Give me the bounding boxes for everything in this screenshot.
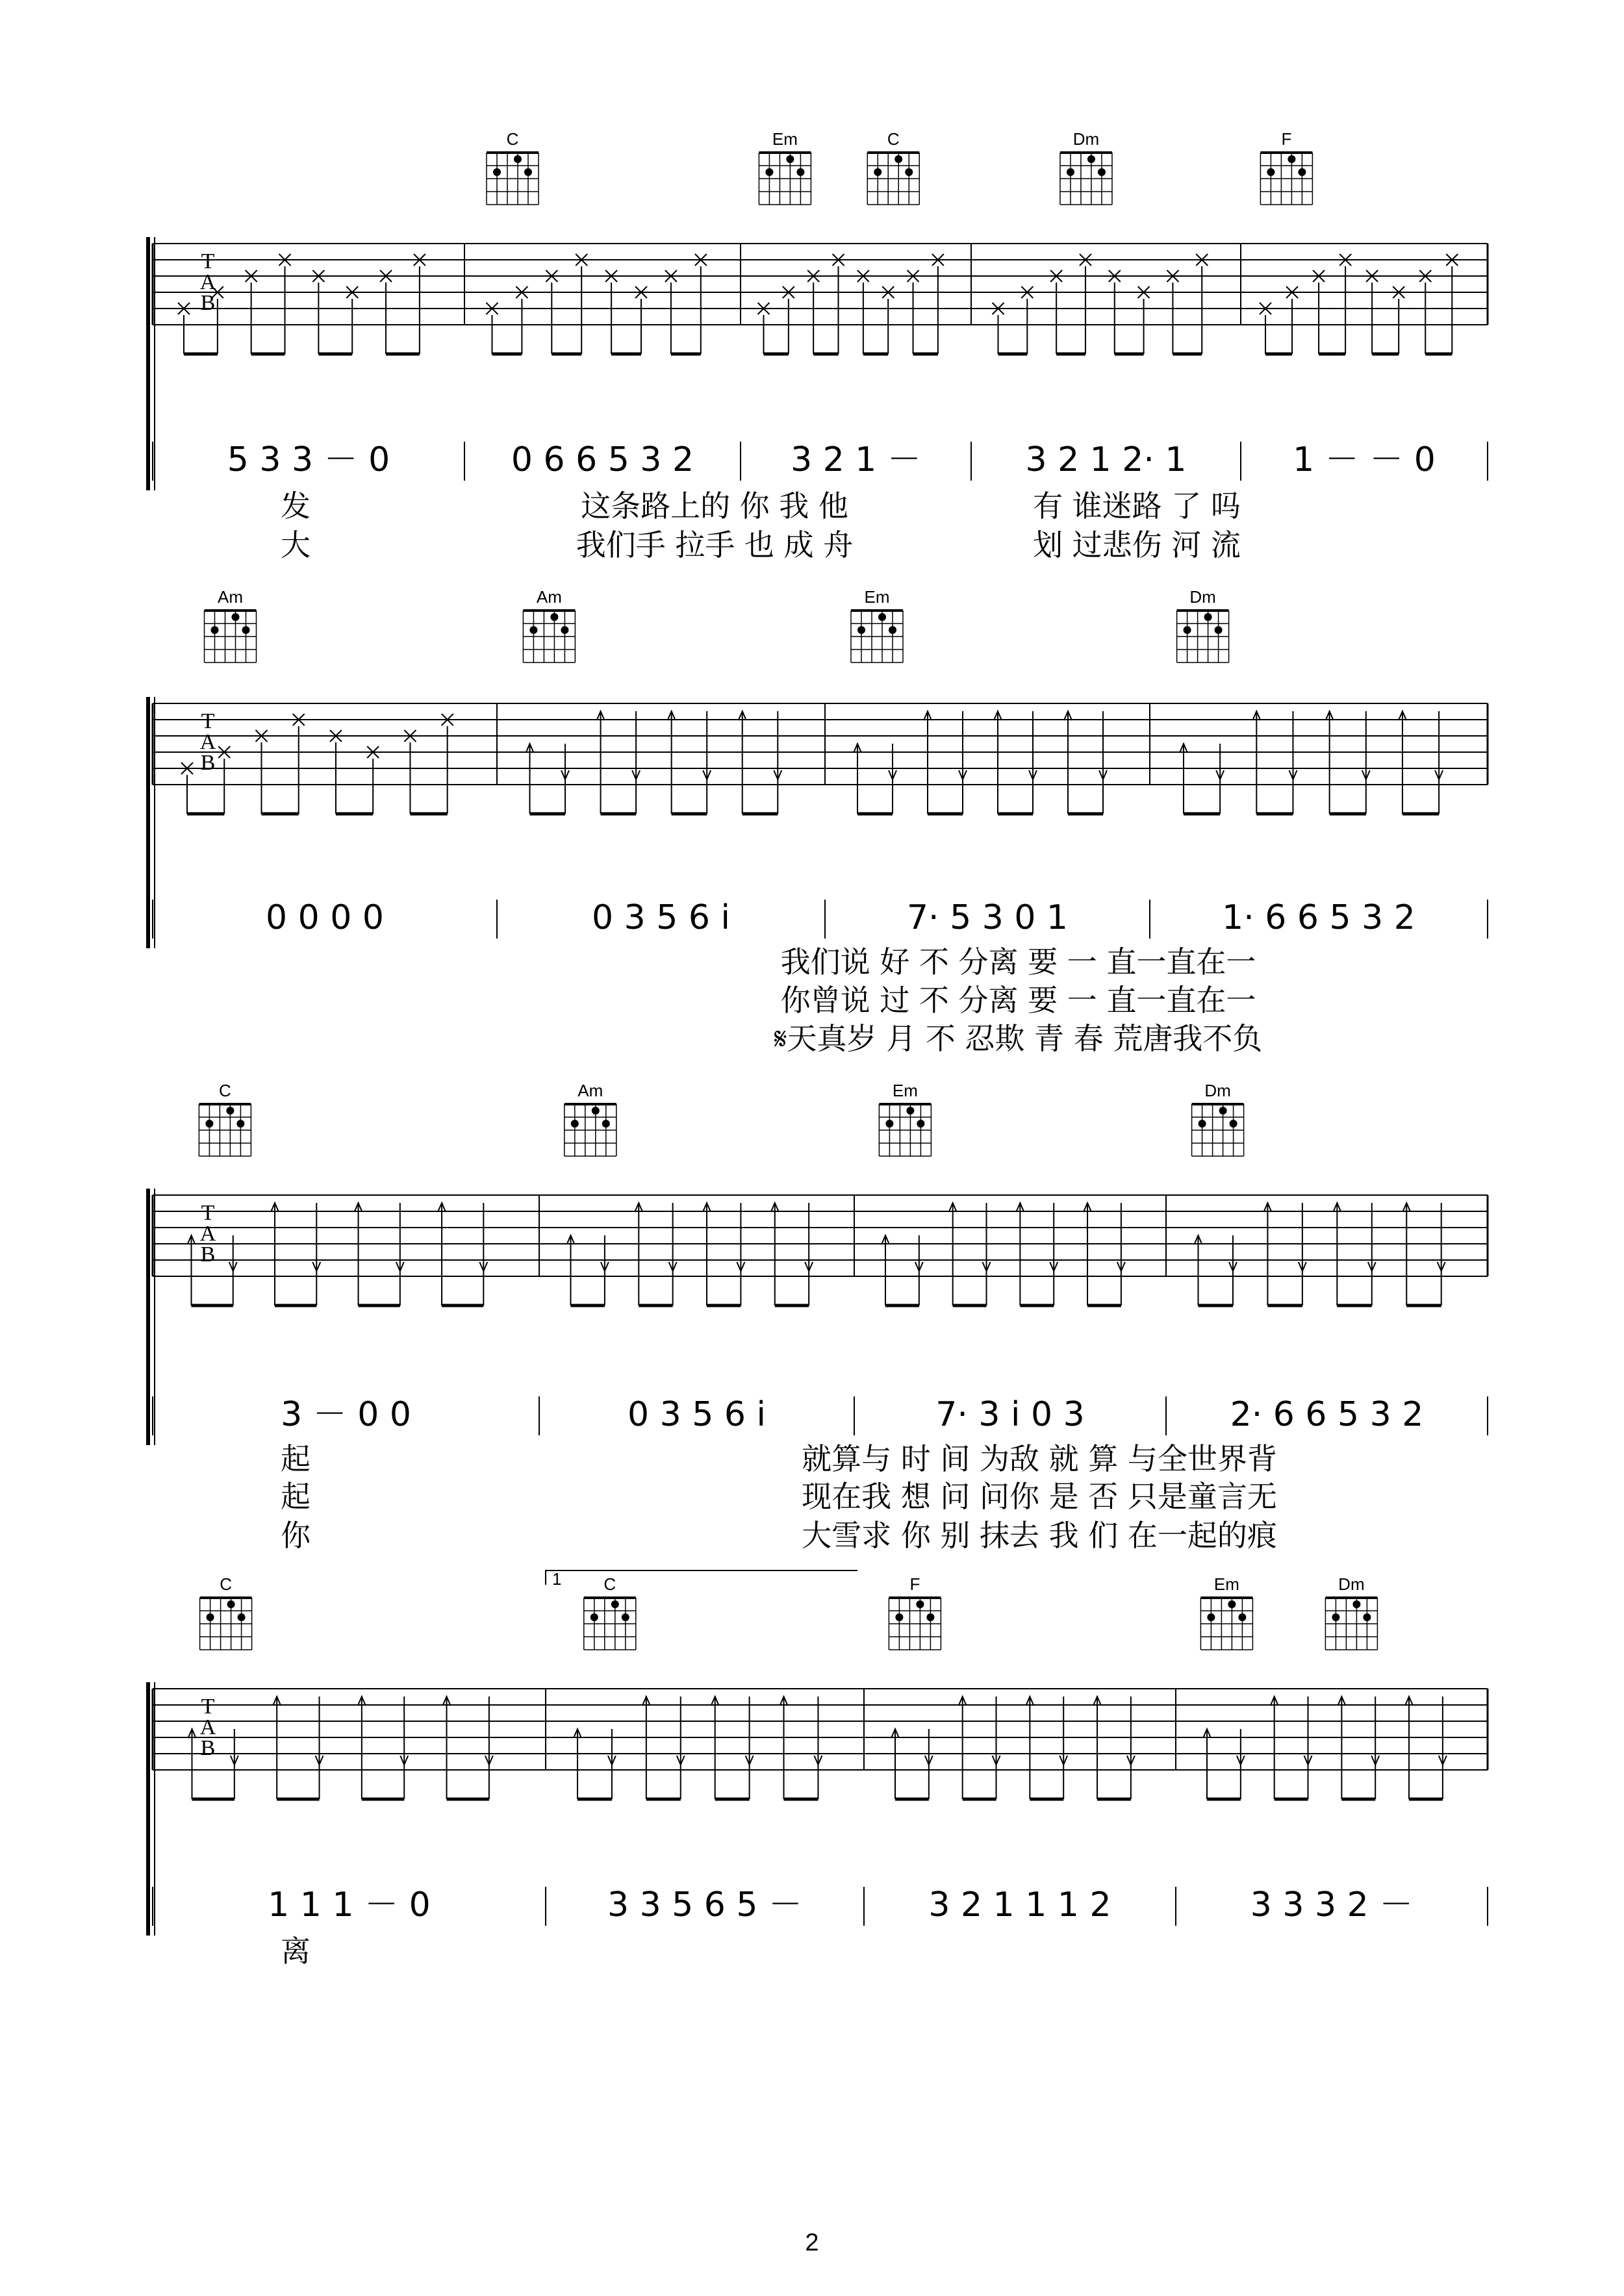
jianpu-measure: 5 3 3 － 0 [227, 440, 390, 479]
chord-finger-dot [1230, 1120, 1237, 1128]
lyric-text: 有 谁迷路 了 吗 [1033, 488, 1241, 524]
lyric-text: 你 [281, 1518, 311, 1553]
lyric-text: 就算与 时 间 为敌 就 算 与全世界背 [802, 1441, 1277, 1476]
chord-finger-dot [1215, 626, 1223, 634]
chord-diagram-em [759, 129, 811, 205]
chord-diagram-em [1200, 1574, 1252, 1650]
chord-finger-dot [1098, 168, 1106, 176]
jianpu-measure: 3 2 1 － [791, 440, 921, 479]
chord-finger-dot [622, 1613, 629, 1621]
chord-diagram-dm [1177, 587, 1229, 662]
chord-finger-dot [205, 1120, 213, 1128]
tab-letter-b: B [200, 1243, 216, 1267]
chord-finger-dot [895, 1613, 903, 1621]
chord-finger-dot [227, 1600, 235, 1608]
lyric-text: 这条路上的 你 我 他 [581, 488, 848, 524]
lyric-text: 你曾说 过 不 分离 要 一 直一直在一 [780, 983, 1256, 1018]
tab-letter-b: B [200, 291, 216, 315]
chord-finger-dot [550, 613, 558, 621]
lyric-text: 我们说 好 不 分离 要 一 直一直在一 [780, 944, 1256, 979]
chord-name: Am [218, 587, 243, 607]
tab-letter-a: A [199, 1715, 216, 1739]
chord-finger-dot [874, 168, 882, 176]
chord-finger-dot [786, 155, 794, 163]
lyric-text: 发 [281, 488, 311, 524]
chord-finger-dot [236, 1120, 244, 1128]
chord-finger-dot [1238, 1613, 1246, 1621]
chord-finger-dot [529, 626, 537, 634]
chord-finger-dot [917, 1120, 924, 1128]
chord-name: F [909, 1574, 920, 1594]
chord-finger-dot [796, 168, 804, 176]
jianpu-measure: 0 6 6 5 3 2 [511, 440, 694, 479]
system-3 [148, 1081, 1488, 1553]
volta-bracket [546, 1571, 857, 1585]
chord-finger-dot [878, 613, 886, 621]
chord-name: C [603, 1574, 616, 1594]
lyric-text: 离 [281, 1934, 311, 1969]
chord-finger-dot [1087, 155, 1095, 163]
chord-name: Em [772, 129, 798, 149]
chord-finger-dot [211, 626, 219, 634]
page-number: 2 [805, 2229, 819, 2256]
jianpu-measure: 3 2 1 2· 1 [1025, 440, 1187, 479]
chord-finger-dot [1332, 1613, 1339, 1621]
chord-finger-dot [602, 1120, 610, 1128]
jianpu-measure: 2· 6 6 5 3 2 [1230, 1395, 1424, 1434]
jianpu-measure: 7· 5 3 0 1 [906, 898, 1069, 937]
volta-number: 1 [552, 1569, 562, 1589]
chord-finger-dot [514, 155, 522, 163]
chord-finger-dot [1207, 1613, 1215, 1621]
chord-name: Am [577, 1081, 603, 1100]
chord-name: Dm [1189, 587, 1216, 607]
lyric-text: 我们手 拉手 也 成 舟 [576, 527, 854, 562]
jianpu-measure: 1· 6 6 5 3 2 [1222, 898, 1415, 937]
chord-diagram-am [523, 587, 575, 662]
chord-diagram-dm [1192, 1081, 1244, 1156]
chord-name: F [1281, 129, 1292, 149]
chord-finger-dot [857, 626, 865, 634]
chord-finger-dot [1199, 1120, 1206, 1128]
chord-finger-dot [926, 1613, 934, 1621]
chord-name: Em [892, 1081, 918, 1100]
lyric-text: 划 过悲伤 河 流 [1033, 527, 1241, 562]
jianpu-measure: 1 － － 0 [1293, 440, 1436, 479]
jianpu-measure: 3 3 5 6 5 － [607, 1886, 803, 1924]
chord-finger-dot [894, 155, 902, 163]
lyric-text: 现在我 想 问 问你 是 否 只是童言无 [802, 1479, 1277, 1514]
jianpu-measure: 7· 3 i 0 3 [935, 1395, 1085, 1434]
chord-diagram-c [867, 129, 919, 205]
tab-letter-a: A [199, 270, 216, 294]
chord-name: Dm [1204, 1081, 1231, 1100]
jianpu-measure: 3 － 0 0 [281, 1395, 411, 1434]
lyric-text: 𝄋天真岁 月 不 忍欺 青 春 荒唐我不负 [774, 1021, 1263, 1056]
chord-finger-dot [1184, 626, 1191, 634]
chord-diagram-f [1260, 129, 1312, 205]
chord-diagram-c [200, 1574, 252, 1650]
chord-name: Dm [1338, 1574, 1365, 1594]
chord-finger-dot [765, 168, 773, 176]
lyric-text: 起 [281, 1441, 311, 1476]
chord-finger-dot [590, 1613, 598, 1621]
chord-finger-dot [1363, 1613, 1371, 1621]
chord-finger-dot [1067, 168, 1074, 176]
chord-diagram-em [851, 587, 903, 662]
jianpu-measure: 1 1 1 － 0 [268, 1886, 431, 1924]
chord-diagram-am [205, 587, 257, 662]
jianpu-measure: 3 3 3 2 － [1250, 1886, 1414, 1924]
chord-finger-dot [232, 613, 240, 621]
tab-letter-b: B [200, 1736, 216, 1760]
chord-diagram-f [889, 1574, 941, 1650]
tab-letter-a: A [199, 1222, 216, 1246]
tab-letter-t: T [201, 249, 215, 273]
chord-finger-dot [1267, 168, 1275, 176]
chord-finger-dot [916, 1600, 924, 1608]
chord-diagram-dm [1325, 1574, 1377, 1650]
system-1 [148, 129, 1488, 562]
chord-finger-dot [1352, 1600, 1360, 1608]
chord-finger-dot [885, 1120, 893, 1128]
tab-letter-b: B [200, 751, 216, 775]
chord-finger-dot [611, 1600, 619, 1608]
chord-finger-dot [571, 1120, 579, 1128]
chord-name: Em [1213, 1574, 1239, 1594]
chord-finger-dot [561, 626, 568, 634]
chord-name: C [506, 129, 519, 149]
chord-name: Em [864, 587, 890, 607]
chord-finger-dot [1288, 155, 1295, 163]
chord-finger-dot [1298, 168, 1306, 176]
jianpu-measure: 0 0 0 0 [266, 898, 384, 937]
jianpu-measure: 3 2 1 1 1 2 [928, 1886, 1111, 1924]
chord-name: C [220, 1574, 232, 1594]
chord-diagram-dm [1060, 129, 1112, 205]
chord-finger-dot [242, 626, 250, 634]
jianpu-measure: 0 3 5 6 i [628, 1395, 766, 1434]
chord-diagram-c [199, 1081, 251, 1156]
tab-letter-t: T [201, 1695, 215, 1719]
jianpu-measure: 0 3 5 6 i [592, 898, 730, 937]
chord-finger-dot [906, 1107, 914, 1115]
chord-finger-dot [524, 168, 532, 176]
lyric-text: 大雪求 你 别 抹去 我 们 在一起的痕 [802, 1518, 1277, 1553]
system-2 [148, 587, 1488, 1056]
tab-letter-t: T [201, 1201, 215, 1225]
chord-finger-dot [905, 168, 913, 176]
chord-diagram-am [565, 1081, 616, 1156]
chord-diagram-c [487, 129, 539, 205]
tab-letter-t: T [201, 709, 215, 733]
chord-finger-dot [493, 168, 501, 176]
chord-name: Am [536, 587, 562, 607]
tab-letter-a: A [199, 730, 216, 754]
chord-finger-dot [1228, 1600, 1236, 1608]
chord-diagram-em [879, 1081, 931, 1156]
lyric-text: 起 [281, 1479, 311, 1514]
chord-finger-dot [207, 1613, 214, 1621]
chord-finger-dot [238, 1613, 246, 1621]
chord-finger-dot [1219, 1107, 1227, 1115]
system-4 [148, 1569, 1488, 1969]
chord-name: C [887, 129, 900, 149]
chord-name: C [219, 1081, 231, 1100]
chord-finger-dot [1204, 613, 1212, 621]
chord-name: Dm [1072, 129, 1100, 149]
chord-finger-dot [226, 1107, 234, 1115]
lyric-text: 大 [281, 527, 311, 562]
chord-finger-dot [889, 626, 896, 634]
chord-finger-dot [592, 1107, 600, 1115]
chord-diagram-c [584, 1574, 636, 1650]
